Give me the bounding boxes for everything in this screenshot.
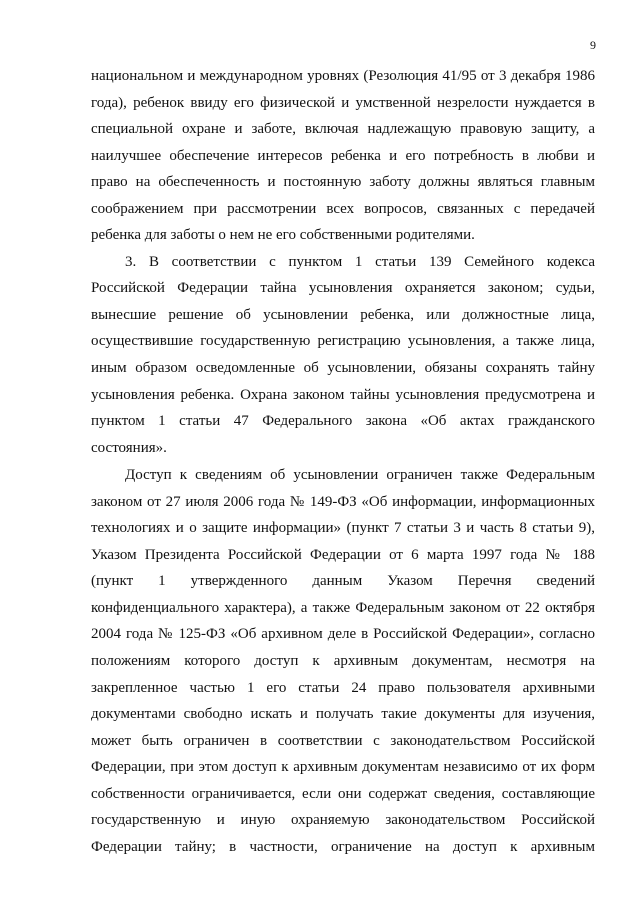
text-line: Федерации, при этом доступ к архивным документам независимо от их форм bbox=[91, 759, 595, 776]
text-line: соображением при рассмотрении всех вопросов, связанных с передачей bbox=[91, 200, 595, 217]
text-line: может быть ограничен в соответствии с законодательством Российской bbox=[91, 732, 595, 749]
text-line: иным образом осведомленные об усыновлении, обязаны сохранять тайну bbox=[91, 360, 595, 377]
paragraph-start-line: 3. В соответствии с пунктом 1 статьи 139 Семейного кодекса bbox=[125, 253, 595, 270]
text-line: собственности ограничивается, если они содержат сведения, составляющие bbox=[91, 785, 595, 802]
text-line: Федерации тайну; в частности, ограничение на доступ к архивным bbox=[91, 838, 595, 855]
text-line: (пункт 1 утвержденного данным Указом Перечня сведений bbox=[91, 573, 595, 590]
page-number: 9 bbox=[590, 38, 596, 52]
text-line: государственную и иную охраняемую законодательством Российской bbox=[91, 812, 595, 829]
text-line: конфиденциального характера), а также Федеральным законом от 22 октября bbox=[91, 599, 595, 616]
text-line: Указом Президента Российской Федерации от 6 марта 1997 года № 188 bbox=[91, 546, 595, 563]
text-line: пунктом 1 статьи 47 Федерального закона «Об актах гражданского bbox=[91, 413, 595, 430]
text-line: технологиях и о защите информации» (пункт 7 статьи 3 и часть 8 статьи 9), bbox=[91, 520, 595, 537]
text-line: специальной охране и заботе, включая надлежащую правовую защиту, а bbox=[91, 121, 595, 138]
text-line: вынесшие решение об усыновлении ребенка, или должностные лица, bbox=[91, 306, 595, 323]
text-line: наилучшее обеспечение интересов ребенка и его потребность в любви и bbox=[91, 147, 595, 164]
text-line: состояния». bbox=[91, 439, 167, 456]
text-line: положениям которого доступ к архивным документам, несмотря на bbox=[91, 653, 595, 670]
text-line: закрепленное частью 1 его статьи 24 право пользователя архивными bbox=[91, 679, 595, 696]
document-body bbox=[91, 63, 595, 860]
text-line: 2004 года № 125-ФЗ «Об архивном деле в Российской Федерации», согласно bbox=[91, 626, 595, 643]
text-line: национальном и международном уровнях (Резолюция 41/95 от 3 декабря 1986 bbox=[91, 68, 595, 84]
text-line: усыновления ребенка. Охрана законом тайны усыновления предусмотрена и bbox=[91, 386, 595, 403]
text-line: года), ребенок ввиду его физической и умственной незрелости нуждается в bbox=[91, 94, 595, 111]
text-line: документами свободно искать и получать такие документы для изучения, bbox=[91, 706, 595, 723]
text-line: Российской Федерации тайна усыновления охраняется законом; судьи, bbox=[91, 280, 595, 297]
text-line: право на обеспеченность и постоянную заботу должны являться главным bbox=[91, 174, 595, 191]
paragraph-start-line: Доступ к сведениям об усыновлении ограничен также Федеральным bbox=[125, 467, 595, 484]
text-line: ребенка для заботы о нем не его собственными родителями. bbox=[91, 227, 475, 244]
text-line: осуществившие государственную регистрацию усыновления, а также лица, bbox=[91, 333, 595, 350]
text-line: законом от 27 июля 2006 года № 149-ФЗ «Об информации, информационных bbox=[91, 493, 595, 510]
